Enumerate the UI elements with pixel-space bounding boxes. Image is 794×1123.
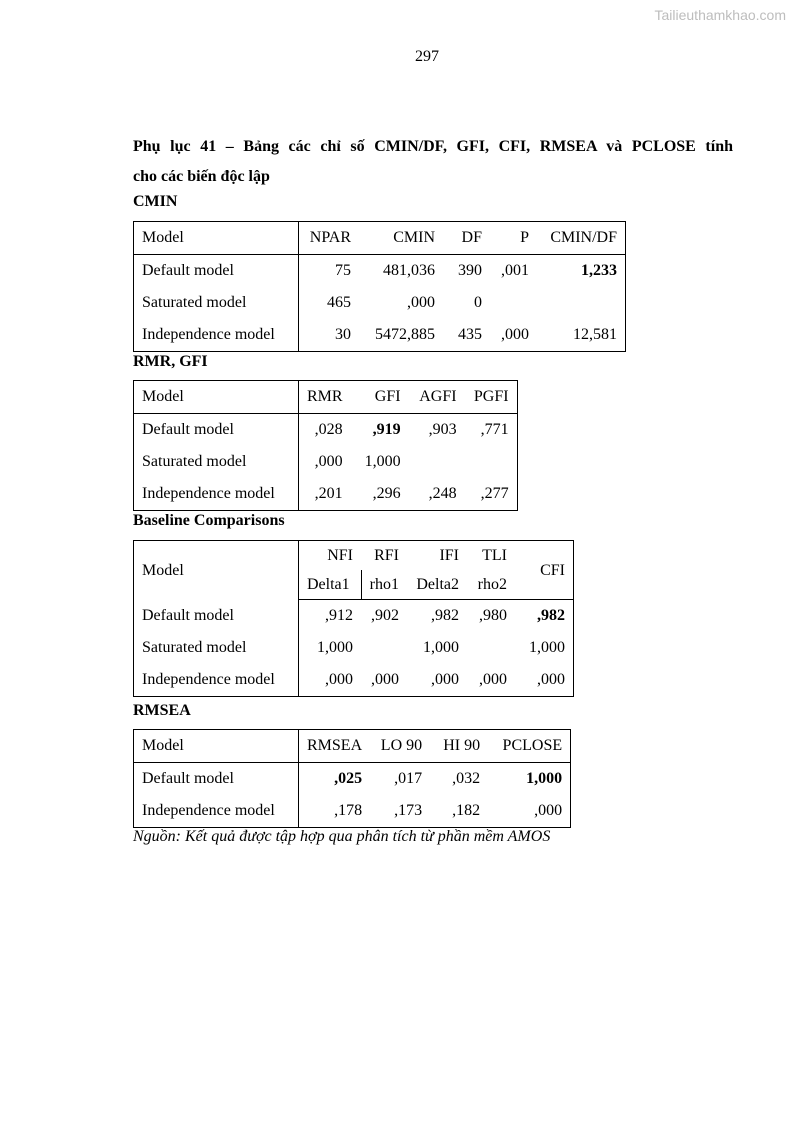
header-cell: P (490, 222, 537, 255)
header-cell: CFI (515, 541, 574, 600)
section-label-rmsea: RMSEA (133, 702, 191, 719)
row-label: Saturated model (134, 287, 299, 319)
table-row (134, 763, 571, 796)
table-header-row (134, 730, 571, 763)
table-cell: ,000 (490, 319, 537, 352)
table-cell: 435 (443, 319, 490, 352)
title-line-1: Phụ lục 41 – Bảng các chỉ số CMIN/DF, GFI, CFI, RMSEA và PCLOSE tính (133, 138, 733, 155)
header-cell: Model (134, 222, 299, 255)
title-line-2: cho các biến độc lập (133, 168, 270, 185)
header-cell: rho1 (361, 570, 407, 600)
table-cell: 30 (299, 319, 360, 352)
table-row (134, 664, 574, 697)
page-number: 297 (415, 48, 439, 65)
table-header-row (134, 381, 518, 414)
table-cell: ,000 (467, 664, 515, 697)
header-cell: NPAR (299, 222, 360, 255)
cmin-table (133, 221, 626, 352)
table-cell: ,017 (394, 770, 423, 787)
header-cell: Model (134, 730, 299, 763)
header-cell: TLI (467, 541, 515, 571)
section-label-baseline: Baseline Comparisons (133, 512, 285, 529)
table-cell: ,903 (428, 421, 457, 438)
header-cell: GFI (351, 381, 409, 414)
table-cell: ,000 (515, 664, 574, 697)
table-cell: 1,000 (488, 763, 571, 796)
table-cell: 75 (335, 262, 351, 279)
header-cell: NFI (299, 541, 362, 571)
header-cell: RMSEA (299, 730, 371, 763)
header-cell: PCLOSE (488, 730, 571, 763)
table-cell: ,902 (371, 607, 399, 624)
table-row (134, 632, 574, 664)
appendix-title (133, 132, 733, 192)
table-cell (537, 287, 626, 319)
source-note: Nguồn: Kết quả được tập hợp qua phân tích từ phần mềm AMOS (133, 828, 551, 845)
header-cell: Delta1 (299, 570, 362, 600)
watermark: Tailieuthamkhao.com (654, 7, 786, 23)
header-cell: Delta2 (407, 570, 467, 600)
table-cell: 481,036 (383, 262, 435, 279)
header-cell: Model (134, 541, 299, 600)
header-cell: RFI (361, 541, 407, 571)
section-label-cmin: CMIN (133, 193, 178, 210)
table-cell (490, 287, 537, 319)
table-cell: ,919 (372, 421, 401, 438)
table-row (134, 319, 626, 352)
row-label: Default model (134, 763, 299, 796)
table-cell: ,001 (501, 262, 529, 279)
table-cell: ,000 (314, 453, 343, 470)
header-cell: AGFI (409, 381, 465, 414)
header-cell: IFI (407, 541, 467, 571)
header-cell: DF (443, 222, 490, 255)
table-cell: ,032 (452, 770, 481, 787)
table-cell (467, 632, 515, 664)
table-header-row (134, 541, 574, 571)
table-cell: 1,000 (364, 453, 401, 470)
table-cell (465, 446, 518, 478)
baseline-comparisons-table (133, 540, 574, 697)
header-cell: CMIN/DF (537, 222, 626, 255)
table-row (134, 600, 574, 633)
table-cell: ,000 (299, 664, 362, 697)
table-cell: ,248 (409, 478, 465, 511)
table-cell: ,025 (334, 770, 363, 787)
row-label: Independence model (134, 319, 299, 352)
table-cell: ,201 (299, 478, 351, 511)
row-label: Independence model (134, 795, 299, 828)
row-label: Default model (134, 600, 299, 633)
table-cell: ,982 (431, 607, 459, 624)
table-cell: ,173 (370, 795, 430, 828)
table-cell: 465 (327, 294, 351, 311)
row-label: Default model (134, 414, 299, 447)
table-cell (361, 632, 407, 664)
table-cell: 1,000 (423, 639, 459, 656)
header-cell: RMR (299, 381, 351, 414)
table-cell: ,182 (430, 795, 488, 828)
row-label: Independence model (134, 664, 299, 697)
table-cell: ,912 (325, 607, 353, 624)
table-cell (409, 446, 465, 478)
table-row (134, 414, 518, 447)
rmsea-table (133, 729, 571, 828)
header-cell: Model (134, 381, 299, 414)
header-cell: HI 90 (430, 730, 488, 763)
table-cell: ,771 (465, 414, 518, 447)
table-cell: 390 (458, 262, 482, 279)
row-label: Default model (134, 255, 299, 288)
table-row (134, 446, 518, 478)
table-cell: 0 (474, 294, 482, 311)
header-cell: LO 90 (370, 730, 430, 763)
table-row (134, 795, 571, 828)
table-row (134, 287, 626, 319)
table-cell: 1,000 (317, 639, 353, 656)
table-cell: 1,233 (537, 255, 626, 288)
header-cell: rho2 (467, 570, 515, 600)
table-cell: ,296 (351, 478, 409, 511)
table-cell: 12,581 (537, 319, 626, 352)
table-cell: ,000 (407, 294, 435, 311)
table-cell: 1,000 (515, 632, 574, 664)
row-label: Independence model (134, 478, 299, 511)
header-cell: CMIN (359, 222, 443, 255)
row-label: Saturated model (134, 632, 299, 664)
table-cell: ,178 (299, 795, 371, 828)
table-row (134, 478, 518, 511)
header-cell: PGFI (465, 381, 518, 414)
rmr-gfi-table (133, 380, 518, 511)
table-cell: ,000 (488, 795, 571, 828)
section-label-rmr-gfi: RMR, GFI (133, 353, 208, 370)
row-label: Saturated model (134, 446, 299, 478)
table-cell: ,277 (465, 478, 518, 511)
table-header-row (134, 222, 626, 255)
table-cell: ,980 (479, 607, 507, 624)
table-cell: ,000 (407, 664, 467, 697)
table-cell: ,000 (361, 664, 407, 697)
table-cell: ,982 (515, 600, 574, 633)
table-cell: 5472,885 (359, 319, 443, 352)
table-row (134, 255, 626, 288)
table-cell: ,028 (314, 421, 343, 438)
